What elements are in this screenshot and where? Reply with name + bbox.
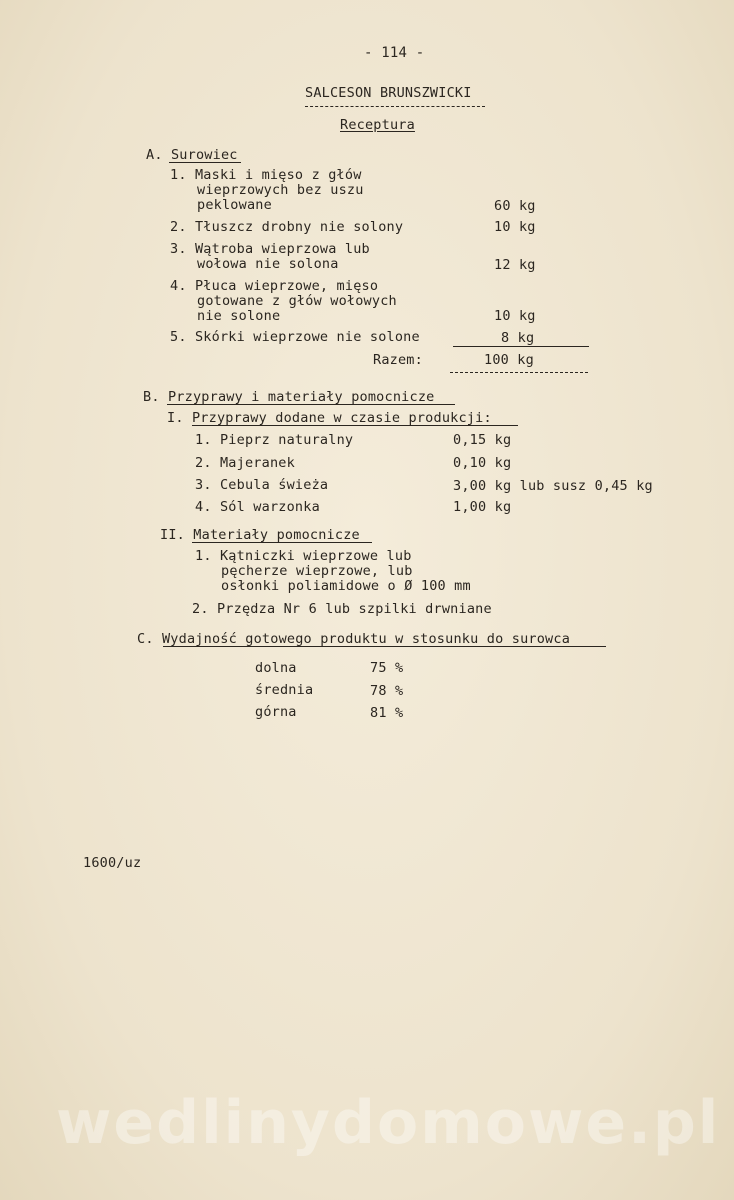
spice-1: 1. Pieprz naturalny <box>195 432 354 448</box>
section-c-underline <box>163 646 606 647</box>
document-title: SALCESON BRUNSZWICKI <box>305 85 472 101</box>
spice-1-amount: 0,15 kg <box>453 432 512 448</box>
ingredient-5-amount: 8 kg <box>501 330 535 346</box>
subtitle: Receptura <box>340 117 415 133</box>
sum-rule <box>453 346 589 347</box>
spice-4: 4. Sól warzonka <box>195 499 320 515</box>
section-b-heading: B. Przyprawy i materiały pomocnicze <box>143 389 435 405</box>
total-label: Razem: <box>373 352 423 368</box>
spice-3-amount: 3,00 kg lub susz 0,45 kg <box>453 478 653 494</box>
yield-high-label: górna <box>255 704 297 720</box>
ingredient-5: 5. Skórki wieprzowe nie solone <box>170 329 420 345</box>
page-number: - 114 - <box>364 45 425 61</box>
total-amount: 100 kg <box>484 352 534 368</box>
spice-2: 2. Majeranek <box>195 455 295 471</box>
section-a-underline <box>169 162 241 163</box>
yield-mid-label: średnia <box>255 682 314 698</box>
spice-2-amount: 0,10 kg <box>453 455 512 471</box>
total-double-rule <box>450 372 588 373</box>
ingredient-3 <box>170 242 370 272</box>
yield-high-value: 81 % <box>370 705 404 721</box>
yield-low-label: dolna <box>255 660 297 676</box>
ingredient-1 <box>170 168 364 213</box>
section-a-heading-text: A. Surowiec <box>146 147 238 163</box>
material-1-line-2: pęcherze wieprzowe, lub <box>221 563 413 579</box>
ingredient-3-line-1: 3. Wątroba wieprzowa lub <box>170 241 370 257</box>
material-1-line-1: 1. Kątniczki wieprzowe lub <box>195 548 412 564</box>
sub1-underline <box>192 425 518 426</box>
material-2: 2. Przędza Nr 6 lub szpilki drwniane <box>192 601 492 617</box>
section-b-underline <box>167 404 455 405</box>
yield-low-value: 75 % <box>370 660 404 676</box>
ingredient-4 <box>170 279 397 324</box>
site-watermark: wedlinydomowe.pl <box>56 1088 721 1158</box>
material-1 <box>195 549 471 594</box>
spice-4-amount: 1,00 kg <box>453 499 512 515</box>
ingredient-3-line-2: wołowa nie solona <box>197 256 339 272</box>
footer-code: 1600/uz <box>83 855 142 871</box>
sub1-heading: I. Przyprawy dodane w czasie produkcji: <box>167 410 492 426</box>
section-c-heading: C. Wydajność gotowego produktu w stosunku do surowca <box>137 631 571 647</box>
section-a-heading <box>146 148 238 163</box>
ingredient-4-amount: 10 kg <box>494 308 536 324</box>
yield-mid-value: 78 % <box>370 683 404 699</box>
ingredient-1-line-1: 1. Maski i mięso z głów <box>170 167 362 183</box>
ingredient-1-line-3: peklowane <box>197 197 272 213</box>
ingredient-1-line-2: wieprzowych bez uszu <box>197 182 364 198</box>
sub2-heading: II. Materiały pomocnicze <box>160 527 360 543</box>
ingredient-4-line-3: nie solone <box>197 308 281 324</box>
title-double-rule <box>305 106 485 107</box>
ingredient-2: 2. Tłuszcz drobny nie solony <box>170 219 404 235</box>
ingredient-2-amount: 10 kg <box>494 219 536 235</box>
ingredient-1-amount: 60 kg <box>494 198 536 214</box>
spice-3: 3. Cebula świeża <box>195 477 329 493</box>
sub2-underline <box>192 542 372 543</box>
ingredient-4-line-1: 4. Płuca wieprzowe, mięso <box>170 278 379 294</box>
ingredient-3-amount: 12 kg <box>494 257 536 273</box>
material-1-line-3: osłonki poliamidowe o Ø 100 mm <box>221 578 471 594</box>
ingredient-4-line-2: gotowane z głów wołowych <box>197 293 397 309</box>
